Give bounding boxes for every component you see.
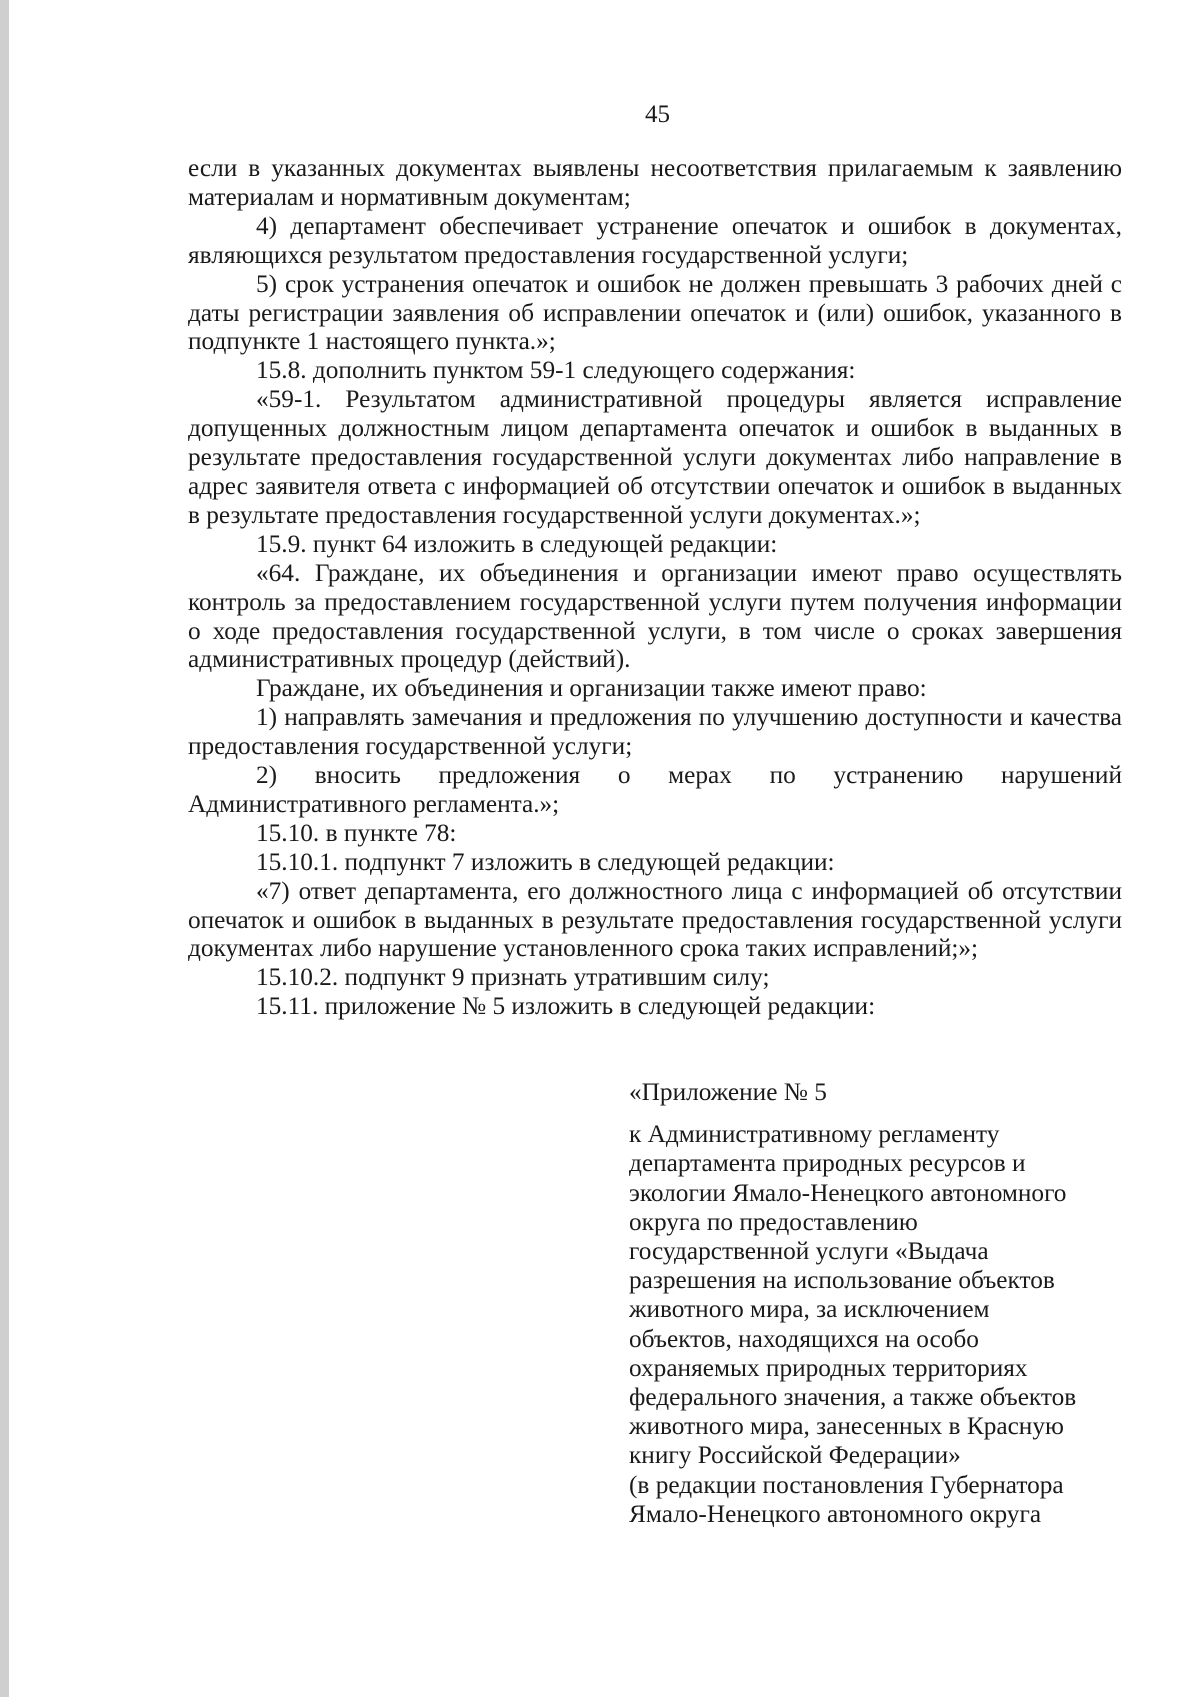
appendix-line: государственной услуги «Выдача	[629, 1237, 989, 1266]
appendix-line: федерального значения, а также объектов	[629, 1383, 1077, 1412]
appendix-line: животного мира, за исключением	[629, 1295, 990, 1324]
paragraph: 15.10. в пункте 78:	[256, 818, 457, 847]
appendix-line: департамента природных ресурсов и	[629, 1149, 1026, 1178]
paragraph: 15.9. пункт 64 изложить в следующей редакции:	[256, 529, 778, 558]
paragraph: 1) направлять замечания и предложения по улучшению доступности и качества предоставления государственной услуги;	[188, 703, 1122, 761]
appendix-title: «Приложение № 5	[629, 1078, 827, 1106]
appendix-line: книгу Российской Федерации»	[629, 1441, 961, 1470]
paragraph: 15.10.1. подпункт 7 изложить в следующей редакции:	[256, 847, 835, 876]
body-text	[188, 154, 1122, 1021]
appendix-line: Ямало-Ненецкого автономного округа	[629, 1499, 1042, 1528]
scan-edge	[0, 0, 9, 1697]
paragraph: 2) вносить предложения о мерах по устранению нарушений Административного регламента.»;	[188, 761, 1122, 818]
paragraph: 4) департамент обеспечивает устранение опечаток и ошибок в документах, являющихся результатом предоставления государственной услуги;	[188, 211, 1122, 269]
appendix-line: к Административному регламенту	[629, 1120, 1000, 1149]
paragraph: 5) срок устранения опечаток и ошибок не должен превышать 3 рабочих дней с даты регистрации заявления об исправлении опечаток и (или) ошибок, указанного в подпункте 1 настоящего пункта.»;	[188, 269, 1122, 356]
paragraph: Граждане, их объединения и организации также имеют право:	[256, 674, 927, 703]
paragraph: 15.11. приложение № 5 изложить в следующей редакции:	[256, 992, 876, 1021]
appendix-line: (в редакции постановления Губернатора	[629, 1470, 1064, 1499]
page-number: 45	[645, 101, 670, 128]
appendix-line: экологии Ямало-Ненецкого автономного	[629, 1178, 1067, 1207]
appendix-heading-block	[629, 1078, 1169, 1529]
appendix-line: охраняемых природных территориях	[629, 1353, 1028, 1382]
paragraph: «59-1. Результатом административной процедуры является исправление допущенных должностным лицом департамента опечаток и ошибок в выданных в результате предоставления государственной услуги документах либо направление в адрес заявителя ответа с информацией об отсутствии опечаток и ошибок в выданных в результате предоставления государственной услуги документах.»;	[188, 385, 1122, 529]
appendix-line: объектов, находящихся на особо	[629, 1324, 979, 1353]
paragraph: 15.8. дополнить пунктом 59-1 следующего содержания:	[256, 356, 856, 385]
paragraph: «64. Граждане, их объединения и организации имеют право осуществлять контроль за предоставлением государственной услуги путем получения информации о ходе предоставления государственной услуги, в том числе о сроках завершения административных процедур (действий).	[188, 558, 1122, 674]
paragraph: 15.10.2. подпункт 9 признать утратившим силу;	[256, 963, 770, 992]
appendix-line: животного мира, занесенных в Красную	[629, 1412, 1064, 1441]
appendix-line: разрешения на использование объектов	[629, 1266, 1055, 1295]
paragraph: «7) ответ департамента, его должностного лица с информацией об отсутствии опечаток и ошибок в выданных в результате предоставления государственной услуги документах либо нарушение установленного срока таких исправлений;»;	[188, 876, 1122, 963]
paragraph: если в указанных документах выявлены несоответствия прилагаемым к заявлению материалам и нормативным документам;	[188, 154, 1122, 211]
appendix-line: округа по предоставлению	[629, 1207, 918, 1236]
